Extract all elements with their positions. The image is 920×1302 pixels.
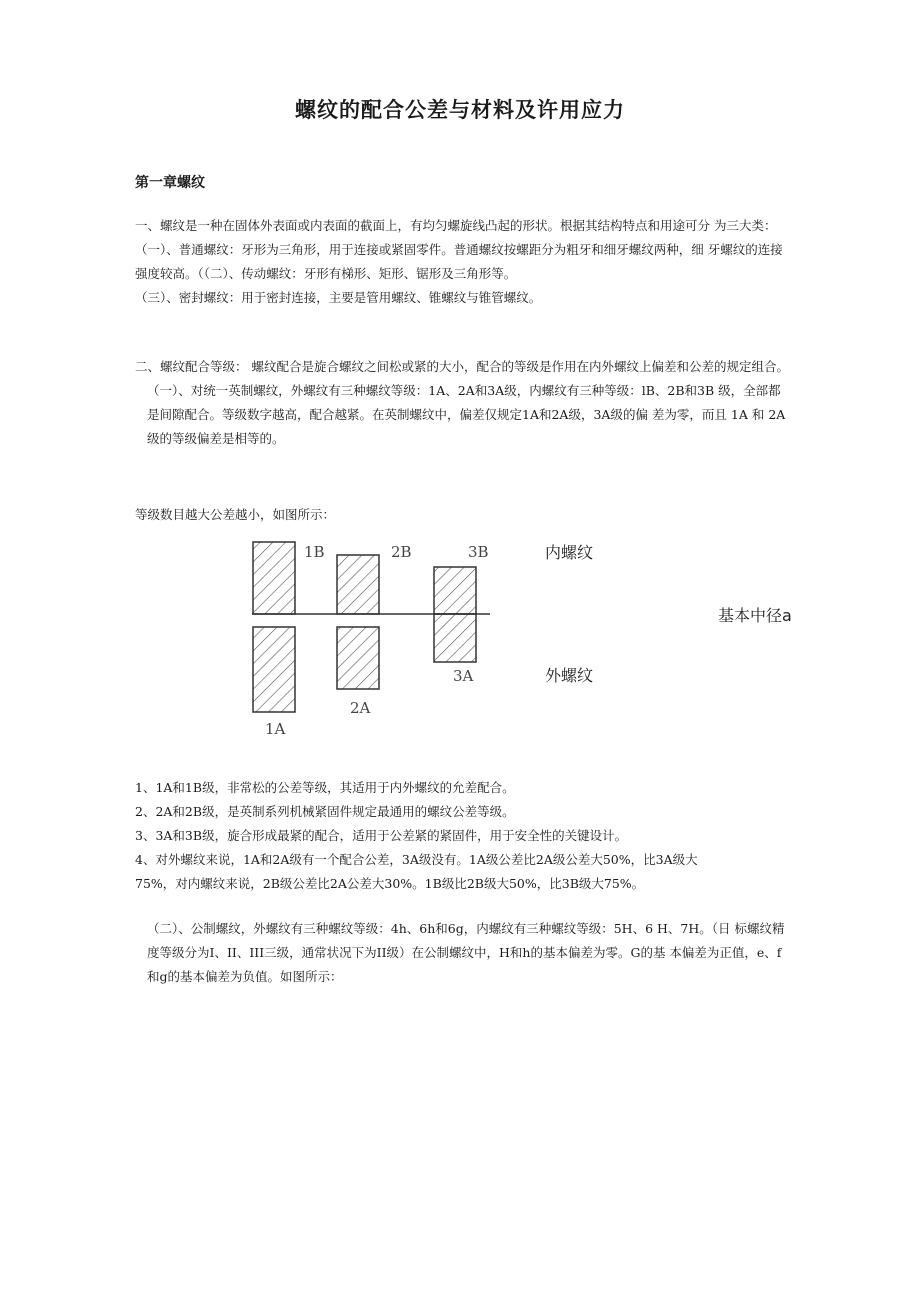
label-external-thread: 外螺纹 [545,666,594,685]
bar-3B [434,567,476,614]
label-2B: 2B [391,543,412,561]
label-basic-pitch-diameter: 基本中径a [718,606,792,625]
label-1A: 1A [265,720,286,738]
section-fit-classes [135,355,790,451]
paragraph: （一）、对统一英制螺纹，外螺纹有三种螺纹等级：1A、2A和3A级，内螺纹有三种等级：lB、2B和3B 级，全部都是间隙配合。等级数字越高，配合越紧。在英制螺纹中，偏差仅规定1A和2A级，3A级的偏 差为零，而且 1A 和 2A 级的等级偏差是相等的。 [147,383,786,446]
paragraph: 一、螺纹是一种在固体外表面或内表面的截面上，有均匀螺旋线凸起的形状。根据其结构特点和用途可分 为三大类： [135,218,777,233]
list-item: 4、对外螺纹来说，1A和2A级有一个配合公差，3A级没有。1A级公差比2A级公差大50%，比3A级大 [135,852,698,867]
bar-1B [253,542,295,614]
section-thread-types [135,214,790,310]
list-item: 75%，对内螺纹来说，2B级公差比2A公差大30%。1B级比2B级大50%，比3B级大75%。 [135,876,645,891]
section-metric-threads [135,917,790,989]
bar-3A [434,614,476,662]
label-internal-thread: 内螺纹 [545,543,594,562]
label-2A: 2A [350,699,371,717]
list-item: 1、1A和1B级，非常松的公差等级，其适用于内外螺纹的允差配合。 [135,780,515,795]
document-title: 螺纹的配合公差与材料及许用应力 [295,98,625,122]
paragraph: （一）、普通螺纹：牙形为三角形，用于连接或紧固零件。普通螺纹按螺距分为粗牙和细牙螺纹两种，细 牙螺纹的连接强度较高。（（二）、传动螺纹：牙形有梯形、矩形、锯形及三角形等。 [135,242,783,281]
list-item: 2、2A和2B级，是英制系列机械紧固件规定最通用的螺纹公差等级。 [135,804,515,819]
label-3B: 3B [468,543,489,561]
bar-2A [337,627,379,689]
paragraph: （二）、公制螺纹，外螺纹有三种螺纹等级：4h、6h和6g，内螺纹有三种螺纹等级：5H、6 H、7H。（日 标螺纹精度等级分为I、II、III三级，通常状况下为II级）在公制螺纹中，H和h的基本偏差为零。G的基 本偏差为正值，e、f和g的基本偏差为负值。如图所示： [147,921,785,984]
paragraph: 二、螺纹配合等级： 螺纹配合是旋合螺纹之间松或紧的大小，配合的等级是作用在内外螺纹上偏差和公差的规定组合。 [135,359,789,374]
bar-1A [253,627,295,712]
label-1B: 1B [304,543,325,561]
bar-2B [337,555,379,614]
paragraph: （三）、密封螺纹：用于密封连接，主要是管用螺纹、锥螺纹与锥管螺纹。 [135,290,542,305]
chapter-heading: 第一章螺纹 [135,175,205,191]
list-item: 3、3A和3B级，旋合形成最紧的配合，适用于公差紧的紧固件，用于安全性的关键设计。 [135,828,628,843]
label-3A: 3A [453,667,474,685]
figure-caption: 等级数目越大公差越小，如图所示： [135,507,336,522]
fit-class-list [135,776,790,896]
